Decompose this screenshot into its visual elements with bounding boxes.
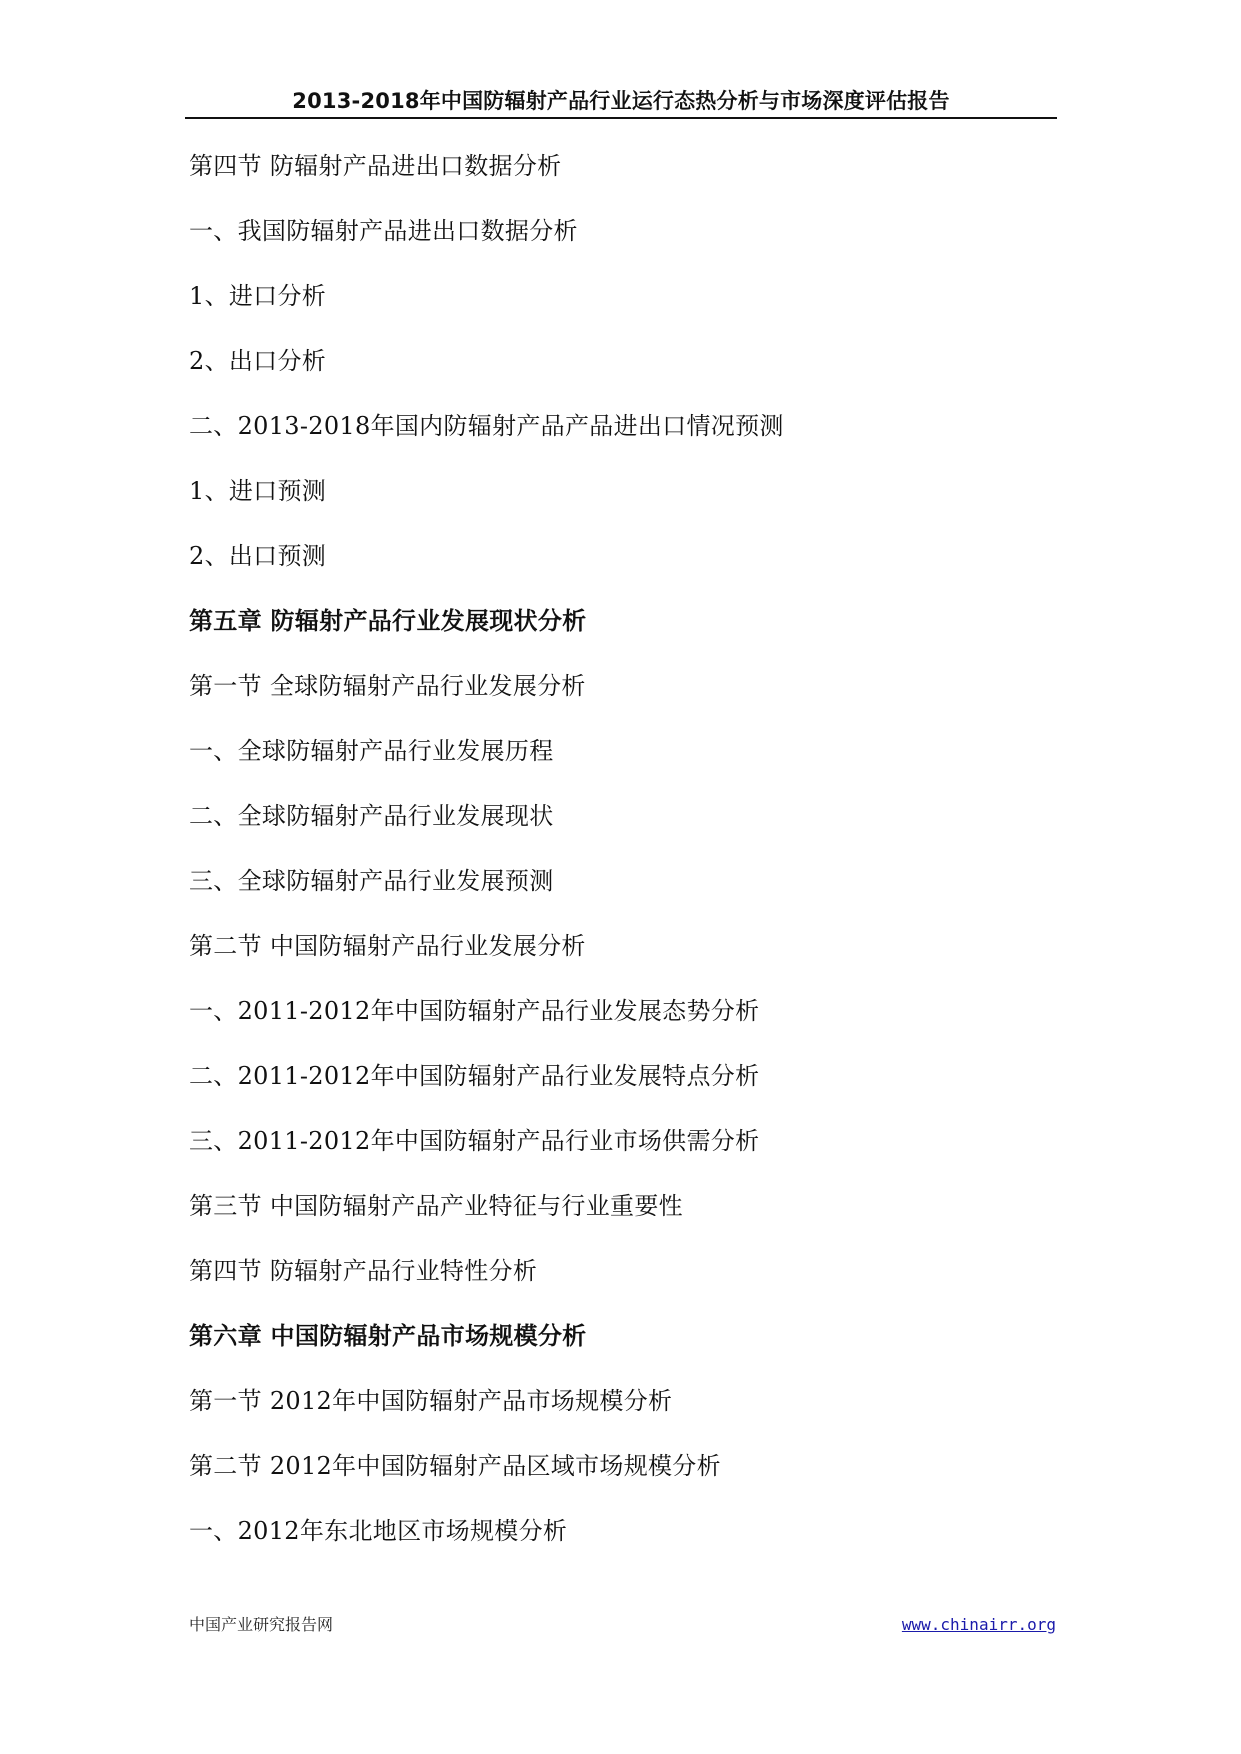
toc-line: 第一节 全球防辐射产品行业发展分析 [189,672,586,700]
toc-line: 一、2012年东北地区市场规模分析 [189,1517,568,1545]
page-header-title: 2013-2018年中国防辐射产品行业运行态热分析与市场深度评估报告 [292,89,950,113]
toc-line: 第二节 中国防辐射产品行业发展分析 [189,932,586,960]
toc-chapter-heading: 第六章 中国防辐射产品市场规模分析 [189,1322,587,1350]
footer-website-link[interactable]: www.chinairr.org [901,1615,1056,1634]
toc-line: 第四节 防辐射产品进出口数据分析 [189,152,562,180]
toc-line: 2、出口预测 [189,542,327,570]
toc-line: 三、全球防辐射产品行业发展预测 [189,867,554,895]
toc-line: 一、全球防辐射产品行业发展历程 [189,737,554,765]
toc-line: 三、2011-2012年中国防辐射产品行业市场供需分析 [189,1127,760,1155]
toc-chapter-heading: 第五章 防辐射产品行业发展现状分析 [189,607,587,635]
toc-line: 1、进口分析 [189,282,327,310]
toc-line: 一、我国防辐射产品进出口数据分析 [189,217,578,245]
toc-line: 2、出口分析 [189,347,327,375]
toc-line: 1、进口预测 [189,477,327,505]
header-divider [185,117,1057,119]
toc-line: 二、全球防辐射产品行业发展现状 [189,802,554,830]
toc-line: 二、2011-2012年中国防辐射产品行业发展特点分析 [189,1062,760,1090]
toc-line: 第一节 2012年中国防辐射产品市场规模分析 [189,1387,673,1415]
toc-line: 第四节 防辐射产品行业特性分析 [189,1257,538,1285]
toc-line: 二、2013-2018年国内防辐射产品产品进出口情况预测 [189,412,784,440]
footer-site-name: 中国产业研究报告网 [189,1615,334,1634]
toc-line: 第二节 2012年中国防辐射产品区域市场规模分析 [189,1452,721,1480]
toc-line: 第三节 中国防辐射产品产业特征与行业重要性 [189,1192,683,1220]
toc-line: 一、2011-2012年中国防辐射产品行业发展态势分析 [189,997,760,1025]
